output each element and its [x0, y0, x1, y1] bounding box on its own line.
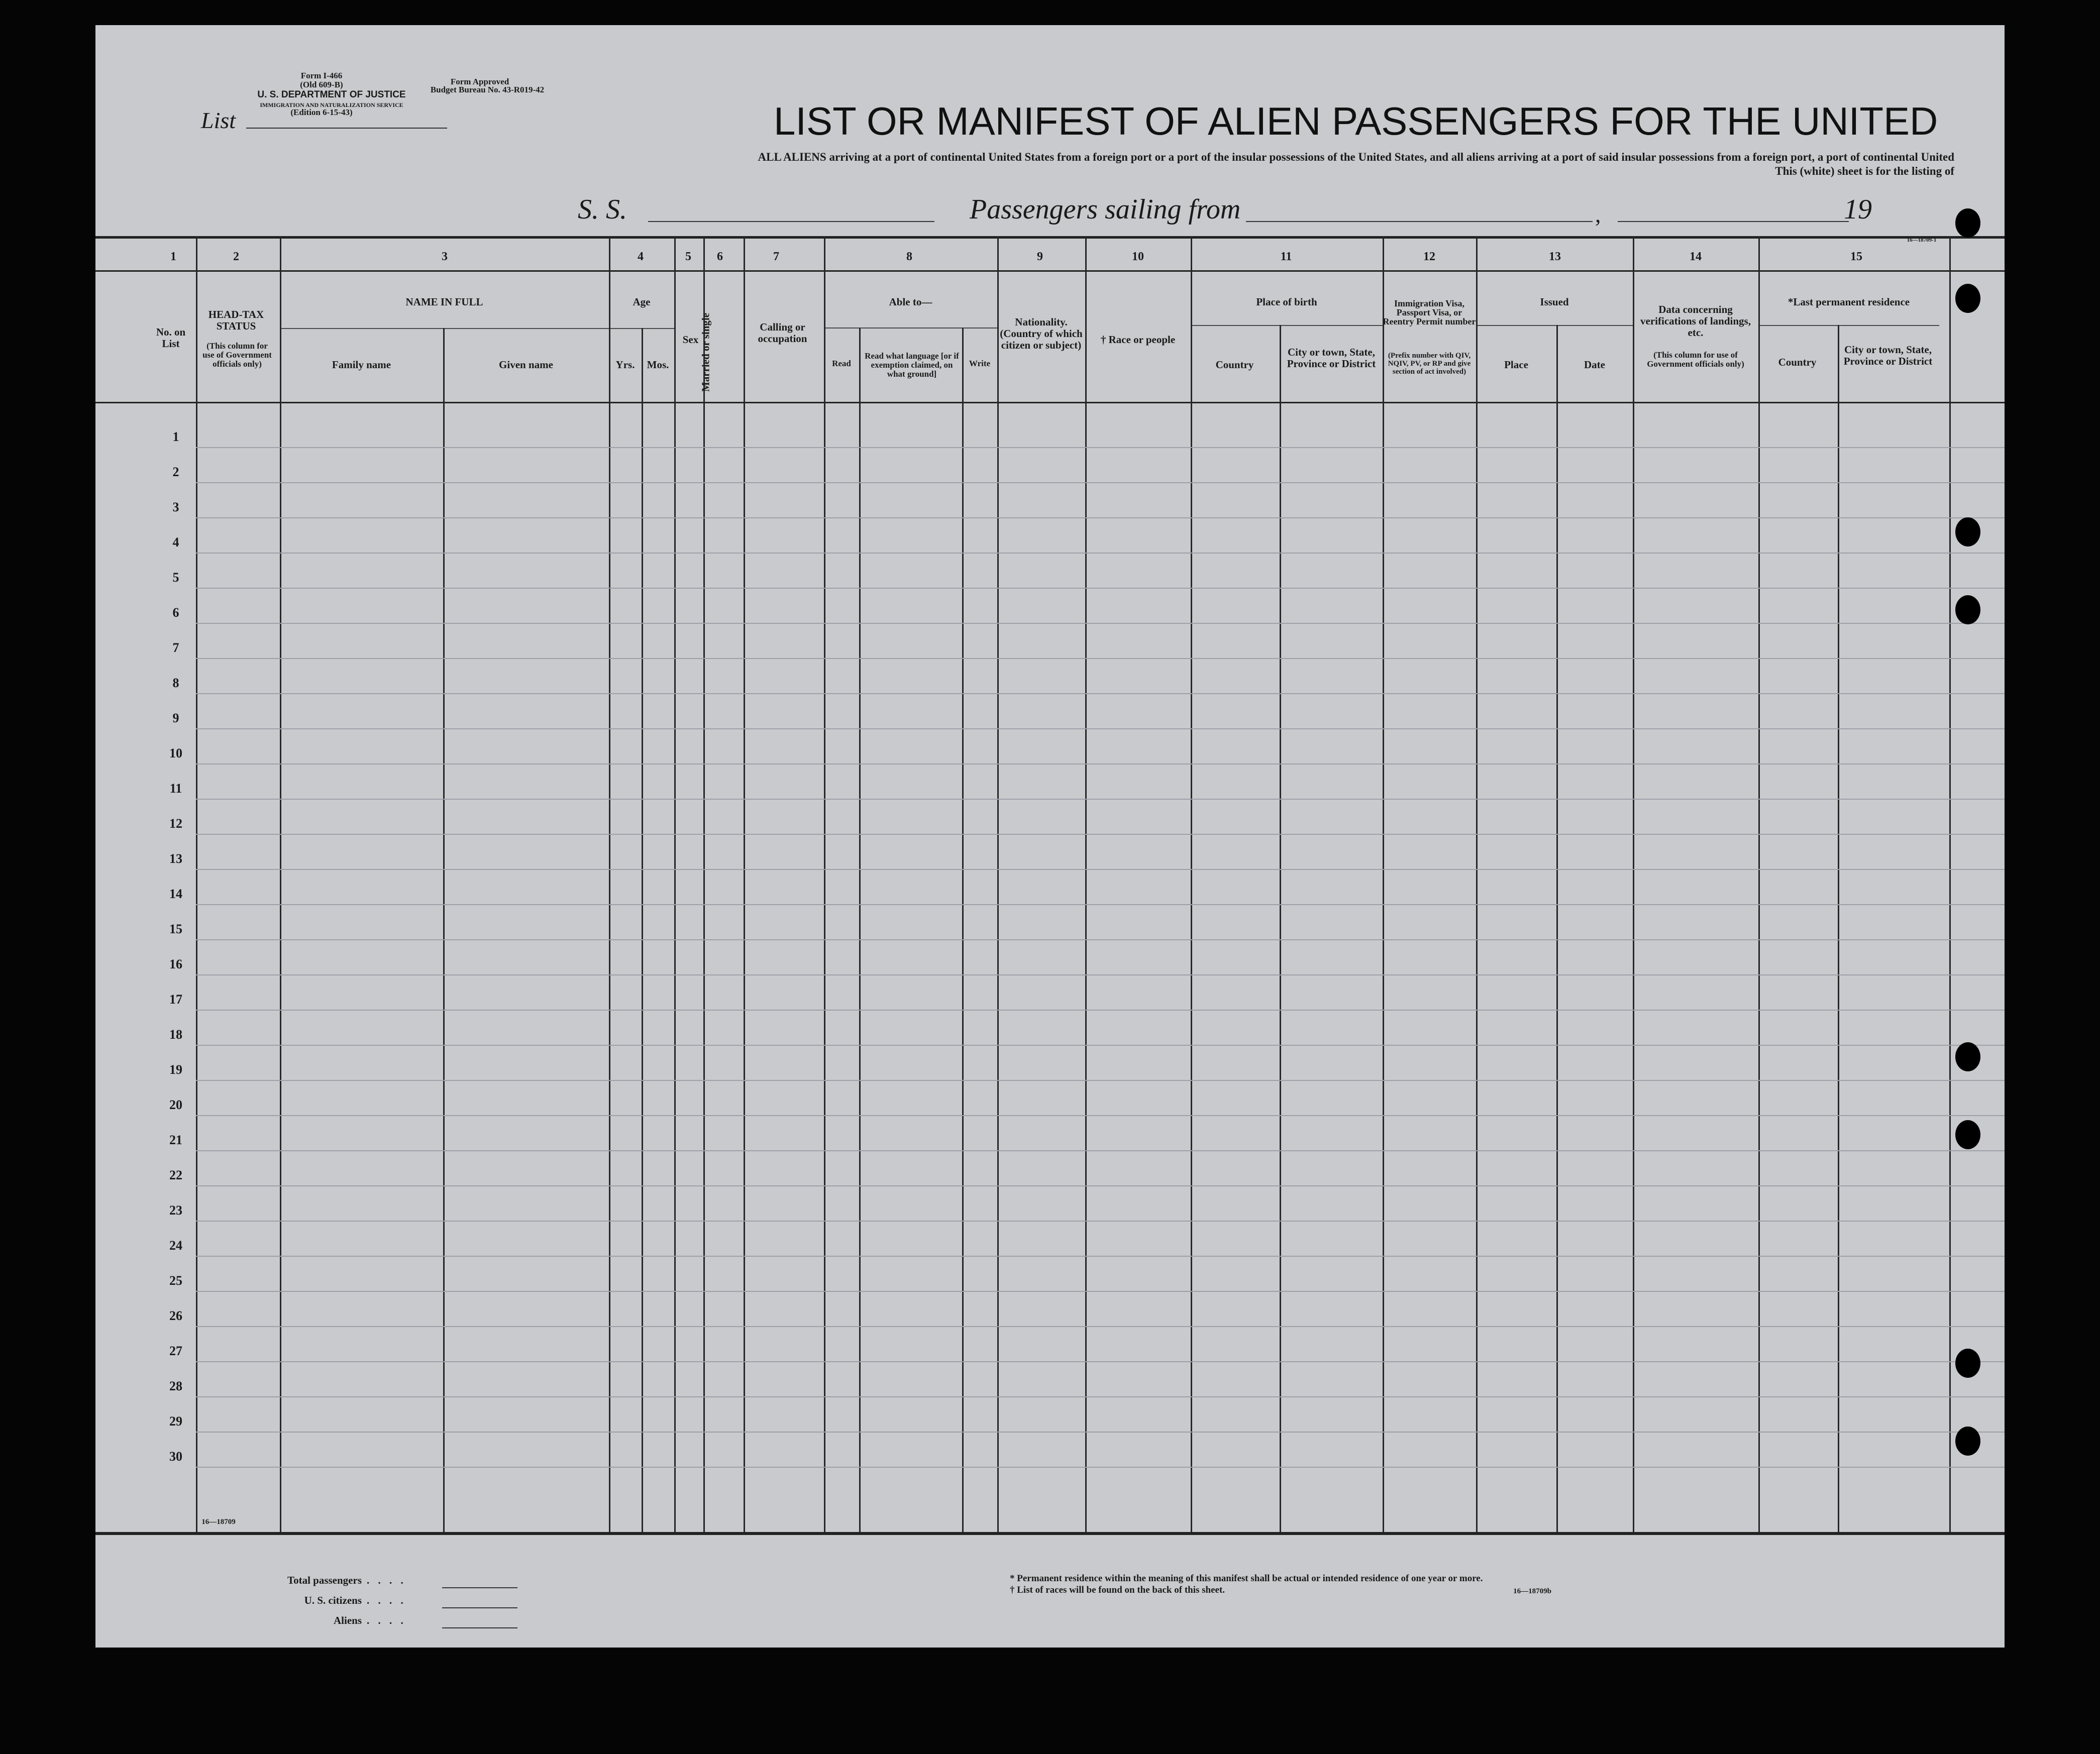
edition: (Edition 6-15-43) — [290, 107, 353, 117]
column-number: 13 — [1549, 250, 1561, 263]
table-row[interactable] — [196, 1010, 2005, 1011]
header-read-language: Read what language [or if exemption claimed, on what ground] — [865, 351, 959, 379]
table-row[interactable] — [196, 1361, 2005, 1362]
row-number: 19 — [169, 1062, 182, 1077]
row-number: 22 — [169, 1168, 182, 1182]
table-row[interactable] — [196, 1221, 2005, 1222]
column-number: 10 — [1132, 250, 1144, 263]
column-line — [997, 236, 999, 1532]
binder-hole — [1955, 517, 1980, 546]
row-number: 6 — [172, 605, 179, 620]
column-line — [609, 236, 610, 1532]
column-number: 1 — [170, 250, 176, 263]
header-last-residence: *Last permanent residence — [1788, 296, 1910, 308]
header-family-name: Family name — [332, 359, 391, 371]
header-birth-city: City or town, State, Province or District — [1287, 346, 1376, 370]
column-line — [280, 236, 281, 1532]
column-number: 5 — [685, 250, 691, 263]
row-number: 13 — [169, 851, 182, 866]
table-bottom-border — [95, 1532, 2005, 1535]
column-line — [824, 236, 825, 1532]
column-line — [674, 236, 676, 1532]
row-number: 7 — [172, 640, 179, 655]
header-read: Read — [832, 359, 851, 368]
row-number: 25 — [169, 1273, 182, 1288]
column-line — [1280, 325, 1281, 1532]
table-row[interactable] — [196, 1185, 2005, 1186]
column-number: 8 — [906, 250, 912, 263]
print-code: 16—18709 — [201, 1518, 236, 1526]
column-number: 3 — [442, 250, 448, 263]
department: U. S. DEPARTMENT OF JUSTICE — [257, 89, 406, 100]
footnote-races: † List of races will be found on the back of this sheet. — [1010, 1585, 1225, 1595]
table-row[interactable] — [196, 728, 2005, 729]
form-approved: Form Approved — [450, 77, 509, 86]
column-line — [1758, 236, 1760, 1532]
table-row[interactable] — [196, 1150, 2005, 1151]
binder-hole — [1955, 1042, 1980, 1071]
aliens-blank[interactable] — [442, 1627, 517, 1628]
column-line — [1556, 325, 1558, 1532]
header-sex: Sex — [682, 334, 699, 346]
header-place-of-birth: Place of birth — [1256, 296, 1317, 308]
old-form-number: (Old 609-B) — [300, 80, 343, 89]
year-prefix: 19 — [1844, 194, 1872, 225]
footnote-residence: * Permanent residence within the meaning of this manifest shall be actual or intended residence of one year or more. — [1010, 1573, 1483, 1584]
row-number: 1 — [172, 429, 179, 444]
row-number: 24 — [169, 1238, 182, 1253]
total-passengers-dots: . . . . — [367, 1574, 406, 1586]
header-data-concerning: Data concerning verifications of landings, etc. — [1640, 303, 1751, 339]
us-citizens-blank[interactable] — [442, 1607, 517, 1608]
row-number: 10 — [169, 746, 182, 760]
able-subheader-rule — [824, 327, 997, 328]
table-row[interactable] — [196, 1115, 2005, 1116]
table-row[interactable] — [196, 1256, 2005, 1257]
list-label: List — [201, 107, 236, 133]
budget-bureau: Budget Bureau No. 43-R019-42 — [430, 85, 545, 94]
header-issued-place: Place — [1504, 359, 1528, 371]
header-race: † Race or people — [1100, 334, 1176, 346]
binder-hole — [1955, 1427, 1980, 1456]
aliens-label: Aliens — [333, 1614, 362, 1626]
column-number: 7 — [773, 250, 779, 263]
row-number: 12 — [169, 816, 182, 831]
header-able-to: Able to— — [889, 296, 932, 308]
table-row[interactable] — [196, 482, 2005, 483]
table-row[interactable] — [196, 1467, 2005, 1468]
column-line — [859, 328, 861, 1532]
table-row[interactable] — [196, 1432, 2005, 1433]
column-number: 15 — [1850, 250, 1862, 263]
us-citizens-dots: . . . . — [367, 1594, 406, 1606]
row-number: 21 — [169, 1133, 182, 1147]
row-number: 8 — [172, 676, 179, 690]
table-row[interactable] — [196, 553, 2005, 554]
comma: , — [1595, 201, 1601, 227]
column-line — [1191, 236, 1192, 1532]
table-row[interactable] — [196, 658, 2005, 659]
row-number: 29 — [169, 1414, 182, 1429]
column-number: 2 — [233, 250, 239, 263]
row-number: 30 — [169, 1449, 182, 1464]
column-line — [1838, 325, 1839, 1532]
column-line — [1949, 236, 1951, 1532]
header-calling: Calling or occupation — [758, 321, 807, 345]
ship-name-blank[interactable] — [648, 221, 934, 222]
binder-hole — [1955, 1349, 1980, 1378]
header-bottom-border — [95, 402, 2005, 403]
column-line — [1085, 236, 1087, 1532]
table-row[interactable] — [196, 1045, 2005, 1046]
row-number: 2 — [172, 465, 179, 479]
birth-subheader-rule — [1191, 325, 1383, 326]
table-row[interactable] — [196, 869, 2005, 870]
issued-subheader-rule — [1476, 325, 1633, 326]
binder-hole — [1955, 208, 1980, 238]
aliens-dots: . . . . — [367, 1614, 406, 1626]
residence-subheader-rule — [1758, 325, 1939, 326]
page-title: LIST OR MANIFEST OF ALIEN PASSENGERS FOR THE UNITED — [774, 99, 1938, 143]
binder-hole — [1955, 595, 1980, 624]
header-nationality: Nationality. (Country of which citizen or subject) — [1000, 316, 1083, 351]
header-issued: Issued — [1540, 296, 1569, 308]
table-row[interactable] — [196, 1291, 2005, 1292]
header-issued-date: Date — [1584, 359, 1605, 371]
header-data-note: (This column for use of Government officials only) — [1647, 350, 1744, 369]
row-number: 9 — [172, 711, 179, 725]
column-line — [196, 236, 197, 1532]
header-visa: Immigration Visa, Passport Visa, or Reentry Permit number — [1383, 298, 1476, 326]
table-row[interactable] — [196, 1396, 2005, 1397]
column-line — [1633, 236, 1634, 1532]
header-no-on-list: No. on List — [156, 326, 186, 350]
header-res-city: City or town, State, Province or District — [1843, 344, 1933, 367]
manifest-sheet — [95, 25, 2005, 1648]
column-line — [1476, 236, 1478, 1532]
row-number: 3 — [172, 500, 179, 514]
column-number: 4 — [638, 250, 644, 263]
header-head-tax: HEAD-TAX STATUS — [208, 308, 264, 332]
column-number: 6 — [717, 250, 723, 263]
table-row[interactable] — [196, 763, 2005, 764]
header-res-country: Country — [1778, 356, 1817, 368]
row-number: 23 — [169, 1203, 182, 1218]
header-age: Age — [633, 296, 651, 308]
table-row[interactable] — [196, 588, 2005, 589]
row-number: 4 — [172, 535, 179, 550]
column-number: 14 — [1690, 250, 1702, 263]
ss-label: S. S. — [578, 194, 627, 225]
list-blank[interactable] — [246, 128, 447, 129]
row-number: 26 — [169, 1308, 182, 1323]
column-line — [962, 328, 964, 1532]
header-visa-note: (Prefix number with QIV, NQIV, PV, or RP and give section of act involved) — [1388, 352, 1471, 376]
row-number: 16 — [169, 957, 182, 971]
binder-hole — [1955, 284, 1980, 313]
header-write: Write — [969, 359, 991, 368]
row-number: 5 — [172, 570, 179, 585]
row-number: 18 — [169, 1027, 182, 1042]
total-passengers-label: Total passengers — [287, 1574, 362, 1586]
header-married: Married or single — [699, 312, 712, 392]
table-row[interactable] — [196, 693, 2005, 694]
row-number: 15 — [169, 922, 182, 936]
table-row[interactable] — [196, 447, 2005, 448]
table-row[interactable] — [196, 834, 2005, 835]
header-mos: Mos. — [647, 359, 669, 371]
column-line — [443, 328, 445, 1532]
form-number: Form I-466 — [300, 71, 343, 80]
port-blank[interactable] — [1246, 221, 1593, 222]
us-citizens-label: U. S. citizens — [304, 1594, 362, 1606]
column-number: 11 — [1280, 250, 1292, 263]
column-line — [642, 328, 643, 1532]
footer-code: 16—18709b — [1513, 1587, 1551, 1595]
column-number: 9 — [1037, 250, 1043, 263]
print-code-right: 16—18709-1 — [1907, 237, 1937, 243]
table-row[interactable] — [196, 939, 2005, 940]
instructions-line-2: This (white) sheet is for the listing of — [1775, 165, 1954, 177]
binder-hole — [1955, 1120, 1980, 1149]
date-blank[interactable] — [1618, 221, 1849, 222]
header-head-tax-note: (This column for use of Government officials only) — [202, 341, 272, 369]
table-row[interactable] — [196, 1326, 2005, 1327]
table-row[interactable] — [196, 517, 2005, 518]
table-row[interactable] — [196, 623, 2005, 624]
table-row[interactable] — [196, 799, 2005, 800]
row-number: 11 — [169, 781, 182, 796]
column-number: 12 — [1423, 250, 1435, 263]
column-line — [703, 236, 705, 1532]
table-top-border — [95, 236, 2005, 239]
header-name-in-full: NAME IN FULL — [405, 296, 483, 308]
table-row[interactable] — [196, 1080, 2005, 1081]
total-passengers-blank[interactable] — [442, 1587, 517, 1588]
row-number: 20 — [169, 1098, 182, 1112]
table-row[interactable] — [196, 904, 2005, 905]
header-given-name: Given name — [499, 359, 553, 371]
column-line — [744, 236, 745, 1532]
table-row[interactable] — [196, 974, 2005, 975]
sailing-from-label: Passengers sailing from — [970, 194, 1241, 225]
row-number: 28 — [169, 1379, 182, 1393]
column-line — [1383, 236, 1384, 1532]
colnum-row-border — [95, 270, 2005, 272]
row-number: 17 — [169, 992, 182, 1007]
row-number: 27 — [169, 1344, 182, 1358]
row-number: 14 — [169, 887, 182, 901]
header-yrs: Yrs. — [615, 359, 635, 371]
service: IMMIGRATION AND NATURALIZATION SERVICE — [260, 101, 403, 108]
instructions-line-1: ALL ALIENS arriving at a port of continental United States from a foreign port or a port of the insular possessions of the United States, and all aliens arriving at a port of said insular possessions from a foreign port, a port of continental United — [758, 151, 1954, 163]
header-birth-country: Country — [1215, 359, 1254, 371]
